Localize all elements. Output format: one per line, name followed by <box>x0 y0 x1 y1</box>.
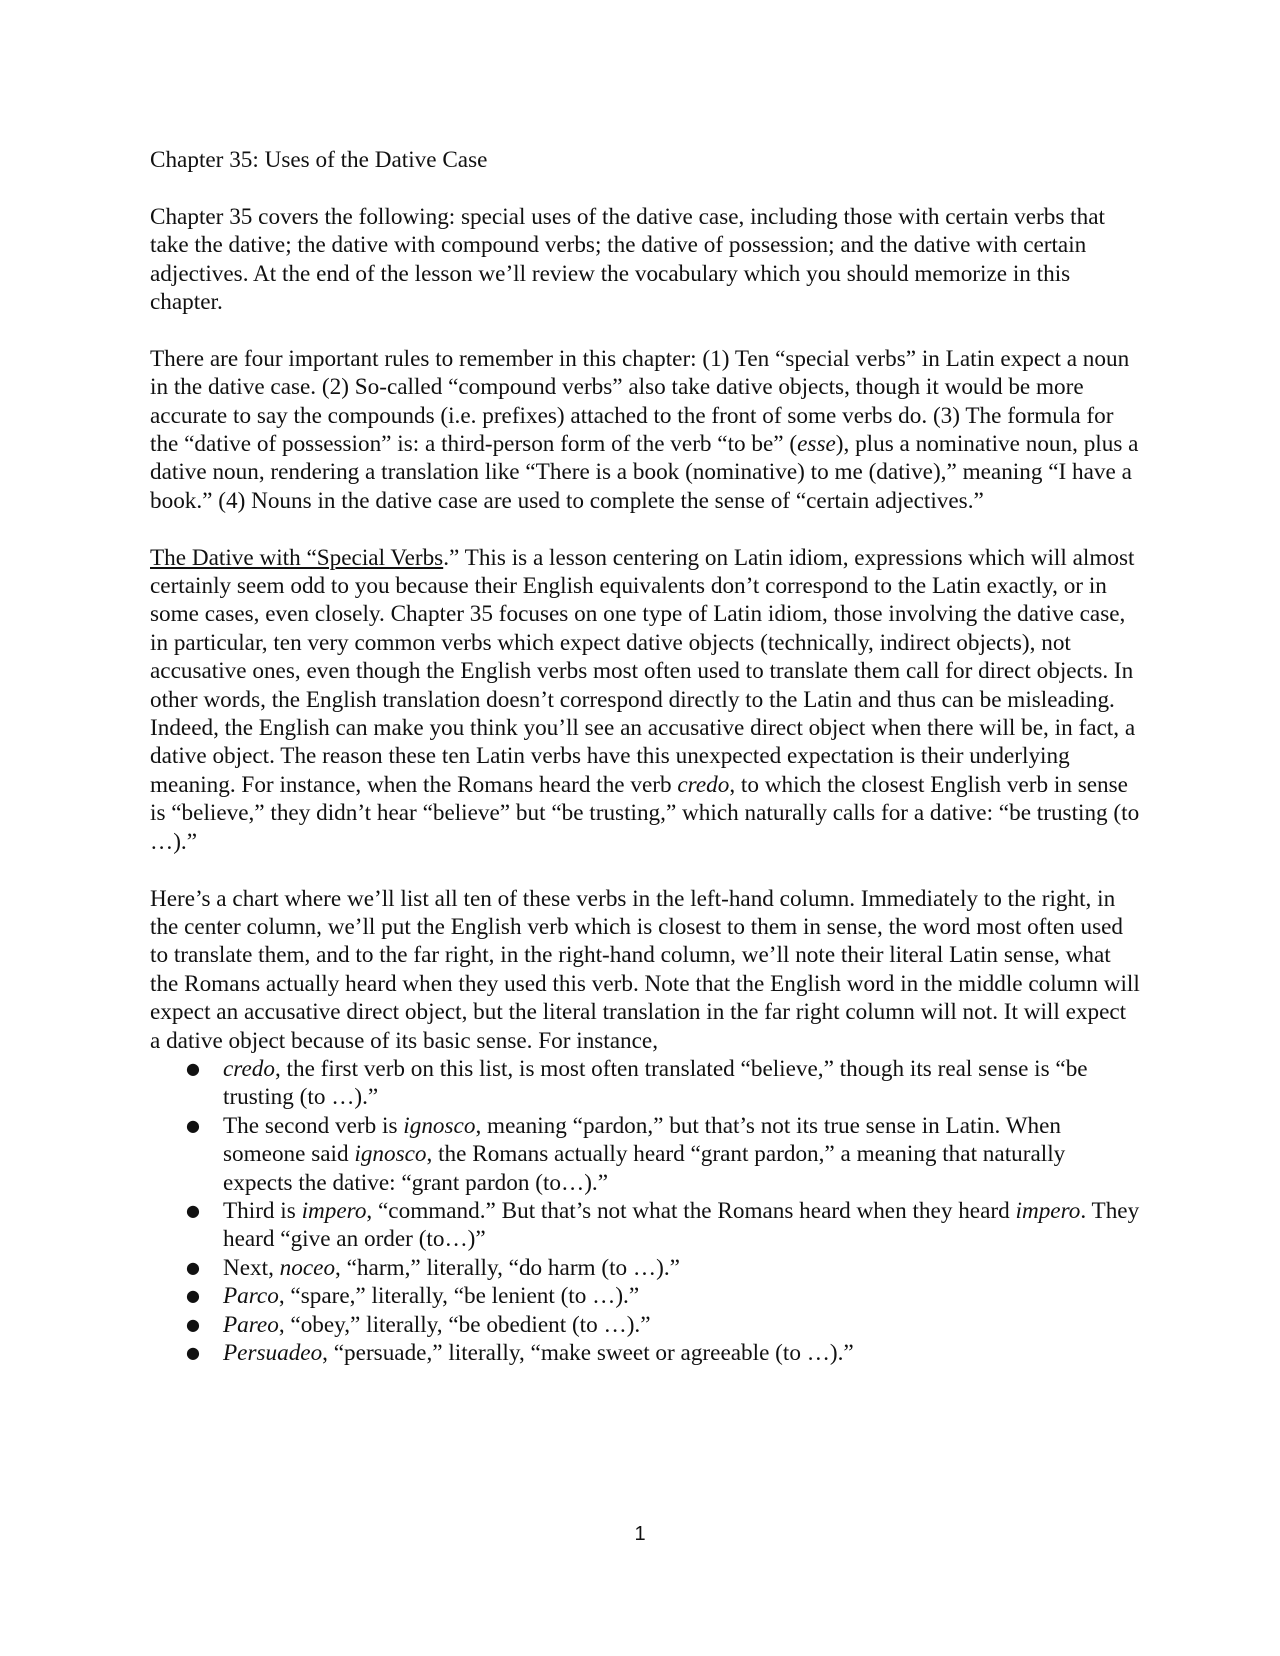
special-verbs-text-1: .” This is a lesson centering on Latin idiom, expressions which will almost certainly seem odd to you because their English equivalents don’t correspond to the Latin exactly, or in some cases, even closely. Chapter 35 focuses on one type of Latin idiom, those involving the dative case, in particular, ten very common verbs which expect dative objects (technically, indirect objects), not accusative ones, even though the English verbs most often used to translate them call for direct objects. In other words, the English translation doesn’t correspond directly to the Latin and thus can be misleading. Indeed, the English can make you think you’ll see an accusative direct object when there will be, in fact, a dative object. The reason these ten Latin verbs have this unexpected expectation is their underlying meaning. For instance, when the Romans heard the verb <box>150 544 1136 798</box>
page-number: 1 <box>634 1523 646 1545</box>
intro-paragraph: Chapter 35 covers the following: special uses of the dative case, including those with certain verbs that take the dative; the dative with compound verbs; the dative of possession; and the dative with certain adjectives. At the end of the lesson we’ll review the vocabulary which you should memorize in this chapter. <box>150 203 1105 316</box>
bullet-icon: ● <box>186 1058 200 1078</box>
list-item <box>186 1197 1140 1254</box>
bullet-latin: credo <box>223 1055 275 1082</box>
verb-bullet-list <box>150 1055 1140 1367</box>
special-verbs-text-2: , to which the closest English verb in sense is “believe,” they didn’t hear “believe” but “be trusting,” which naturally calls for a dative: “be trusting (to …).” <box>150 771 1140 855</box>
document-page <box>150 146 1140 1367</box>
bullet-text: , “spare,” literally, “be lenient (to …).” <box>278 1283 640 1310</box>
bullet-text-2: . They heard “give an order (to…)” <box>223 1197 1140 1253</box>
bullet-text: , the first verb on this list, is most often translated “believe,” though its real sense is “be trusting (to …).” <box>223 1055 1088 1111</box>
rules-text-2: ), plus a nominative noun, plus a dative noun, rendering a translation like “There is a book (nominative) to me (dative),” meaning “I have a book.” (4) Nouns in the dative case are used to complete the sense of “certain adjectives.” <box>150 431 1139 514</box>
bullet-text: , “persuade,” literally, “make sweet or agreeable (to …).” <box>322 1340 854 1366</box>
bullet-icon: ● <box>186 1115 200 1135</box>
bullet-text: , “obey,” literally, “be obedient (to …).” <box>278 1311 651 1338</box>
bullet-latin: Pareo <box>223 1311 279 1338</box>
bullet-lead: Next, <box>223 1254 280 1281</box>
bullet-lead: Third is <box>223 1197 302 1224</box>
chart-intro-paragraph: Here’s a chart where we’ll list all ten of these verbs in the left-hand column. Immediately to the right, in the center column, we’ll put the English verb which is closest to them in sense, the word most often used to translate them, and to the far right, in the right-hand column, we’ll note their literal Latin sense, what the Romans actually heard when they used this verb. Note that the English word in the middle column will expect an accusative direct object, but the literal translation in the far right column will not. It will expect a dative object because of its basic sense. For instance, <box>150 885 1140 1054</box>
bullet-icon: ● <box>186 1257 200 1277</box>
bullet-text: , meaning “pardon,” but that’s not its true sense in Latin. When someone said <box>223 1112 1062 1168</box>
list-item <box>186 1311 1140 1339</box>
bullet-latin-2: ignosco <box>354 1141 427 1168</box>
bullet-icon: ● <box>186 1343 200 1362</box>
bullet-icon: ● <box>186 1200 200 1220</box>
bullet-icon: ● <box>186 1286 200 1306</box>
bullet-latin: Persuadeo <box>223 1340 323 1366</box>
list-item <box>186 1055 1140 1112</box>
bullet-icon: ● <box>186 1314 200 1334</box>
chapter-title: Chapter 35: Uses of the Dative Case <box>150 147 488 173</box>
bullet-lead: The second verb is <box>223 1112 404 1139</box>
list-item <box>186 1112 1140 1197</box>
bullet-latin-2: impero <box>1015 1197 1081 1224</box>
special-verbs-paragraph <box>150 544 1140 856</box>
bullet-latin: noceo <box>279 1254 336 1281</box>
special-verbs-heading: The Dative with “Special Verbs <box>150 544 444 571</box>
list-item <box>186 1254 1140 1282</box>
bullet-text: , “command.” But that’s not what the Romans heard when they heard <box>366 1197 1016 1224</box>
bullet-latin: Parco <box>223 1283 279 1310</box>
bullet-text-2: , the Romans actually heard “grant pardon,” a meaning that naturally expects the dative: “grant pardon (to…).” <box>223 1141 1066 1196</box>
rules-latin-esse: esse <box>797 431 836 458</box>
list-item <box>186 1339 1140 1367</box>
special-verbs-latin-credo: credo <box>677 771 730 798</box>
rules-paragraph <box>150 345 1140 515</box>
list-item <box>186 1282 1140 1310</box>
bullet-latin: impero <box>301 1197 367 1224</box>
bullet-latin: ignosco <box>403 1112 476 1139</box>
bullet-text: , “harm,” literally, “do harm (to …).” <box>335 1254 680 1281</box>
rules-text-1: There are four important rules to remember in this chapter: (1) Ten “special verbs” in Latin expect a noun in the dative case. (2) So-called “compound verbs” also take dative objects, though it would be more accurate to say the compounds (i.e. prefixes) attached to the front of some verbs do. (3) The formula for the “dative of possession” is: a third-person form of the verb “to be” ( <box>150 345 1130 458</box>
